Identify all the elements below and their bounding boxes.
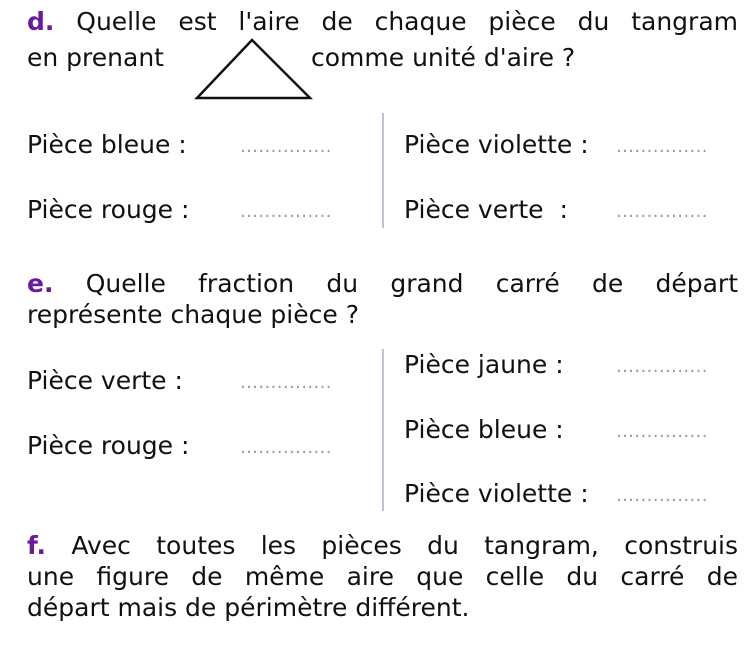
question-d-line2-after: comme unité d'aire ? [311, 43, 576, 72]
label-verte-d: Pièce verte : [404, 195, 568, 224]
label-rouge-e: Pièce rouge : [27, 431, 190, 460]
question-d-line1: d. Quelle est l'aire de chaque pièce du tangram [27, 7, 738, 36]
answer-blank[interactable]: ............... [616, 485, 708, 506]
label-violette-e: Pièce violette : [404, 479, 589, 508]
question-d [27, 6, 738, 37]
answer-blank[interactable]: ............... [240, 201, 332, 222]
label-rouge-d: Pièce rouge : [27, 195, 190, 224]
answer-blank[interactable]: ............... [240, 437, 332, 458]
question-f-line2: une figure de même aire que celle du carré de [27, 562, 738, 591]
label-bleue-d: Pièce bleue : [27, 130, 187, 159]
question-d-tag: d. [27, 7, 55, 36]
question-f-line3: départ mais de périmètre différent. [27, 593, 470, 622]
label-violette-d: Pièce violette : [404, 130, 589, 159]
question-e-line1: e. Quelle fraction du grand carré de départ [27, 269, 738, 298]
label-verte-e: Pièce verte : [27, 366, 183, 395]
triangle-outline-icon [192, 38, 314, 102]
label-jaune-e: Pièce jaune : [404, 350, 564, 379]
answer-blank[interactable]: ............... [240, 372, 332, 393]
question-f [27, 530, 738, 623]
question-f-tag: f. [27, 531, 47, 560]
answer-blank[interactable]: ............... [616, 201, 708, 222]
question-d-line2-before: en prenant [27, 43, 164, 72]
label-bleue-e: Pièce bleue : [404, 415, 564, 444]
question-f-line1: f. Avec toutes les pièces du tangram, construis [27, 531, 739, 560]
answer-blank[interactable]: ............... [616, 136, 708, 157]
column-divider [382, 113, 384, 228]
answer-blank[interactable]: ............... [616, 356, 708, 377]
answer-blank[interactable]: ............... [616, 421, 708, 442]
question-e-line2: représente chaque pièce ? [27, 300, 359, 329]
column-divider [382, 349, 384, 511]
question-e [27, 268, 738, 330]
answer-blank[interactable]: ............... [240, 136, 332, 157]
question-e-tag: e. [27, 269, 54, 298]
